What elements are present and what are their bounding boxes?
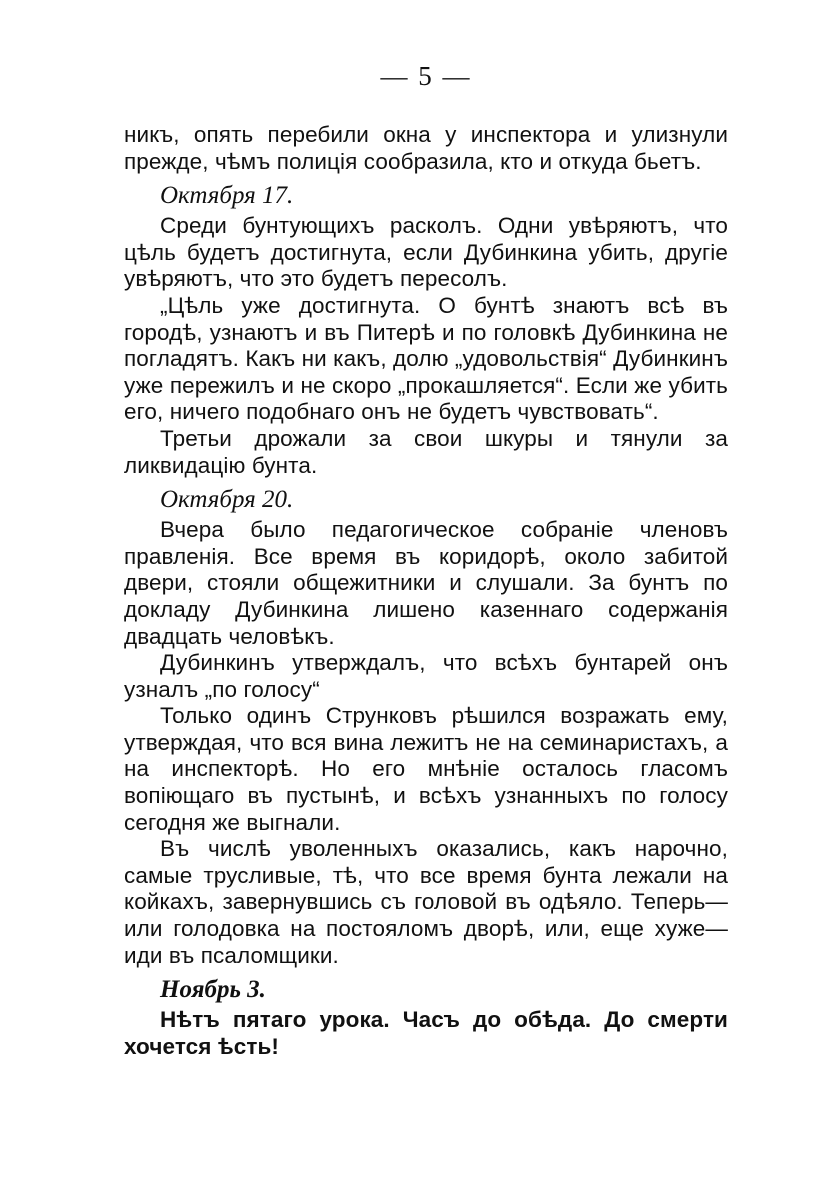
entry-paragraph: Дубинкинъ утверждалъ, что всѣхъ бунтарей онъ узналъ „по голосу“ xyxy=(124,650,728,702)
diary-entry-oct-20 xyxy=(124,485,728,969)
entry-date: Ноябрь 3. xyxy=(160,976,266,1004)
entry-paragraph: Въ числѣ уволенныхъ оказались, какъ нарочно, самые трусливые, тѣ, что все время бунта лежали на койкахъ, завернувшись съ головой въ одѣяло. Теперь—или голодовка на постояломъ дворѣ, или, еще хуже—иди въ псаломщики. xyxy=(124,836,728,968)
entry-date: Октября 20. xyxy=(160,486,294,514)
book-page xyxy=(124,60,728,1060)
entry-paragraph: Среди бунтующихъ расколъ. Одни увѣряютъ, что цѣль будетъ достигнута, если Дубинкина убить, другіе увѣряютъ, что это будетъ пересолъ. xyxy=(124,213,728,292)
entry-paragraph: Вчера было педагогическое собраніе членовъ правленія. Все время въ коридорѣ, около забитой двери, стояли общежитники и слушали. За бунтъ по докладу Дубинкина лишено казеннаго содержанія двадцать человѣкъ. xyxy=(124,517,728,649)
entry-paragraph: Третьи дрожали за свои шкуры и тянули за ликвидацію бунта. xyxy=(124,425,728,478)
diary-entry-oct-17 xyxy=(124,181,728,479)
entry-paragraph: „Цѣль уже достигнута. О бунтѣ знаютъ всѣ въ городѣ, узнаютъ и въ Питерѣ и по головкѣ Дубинкина не погладятъ. Какъ ни какъ, долю „удовольствія“ Дубинкинъ уже пережилъ и не скоро „прокашляется“. Если же убить его, ничего подобнаго онъ не будетъ чувствовать“. xyxy=(124,292,728,425)
opening-paragraph: никъ, опять перебили окна у инспектора и улизнули прежде, чѣмъ полиція сообразила, кто и откуда бьетъ. xyxy=(124,122,728,174)
entry-paragraph: Нѣтъ пятаго урока. Часъ до обѣда. До смерти хочется ѣсть! xyxy=(124,1007,728,1059)
entry-paragraph: Только одинъ Струнковъ рѣшился возражать ему, утверждая, что вся вина лежитъ не на семинаристахъ, а на инспекторѣ. Но его мнѣніе осталось гласомъ вопіющаго въ пустынѣ, и всѣхъ узнанныхъ по голосу сегодня же выгнали. xyxy=(124,703,728,835)
page-number: — 5 — xyxy=(380,61,472,91)
diary-entry-nov-3 xyxy=(124,975,728,1060)
entry-date: Октября 17. xyxy=(160,182,294,210)
